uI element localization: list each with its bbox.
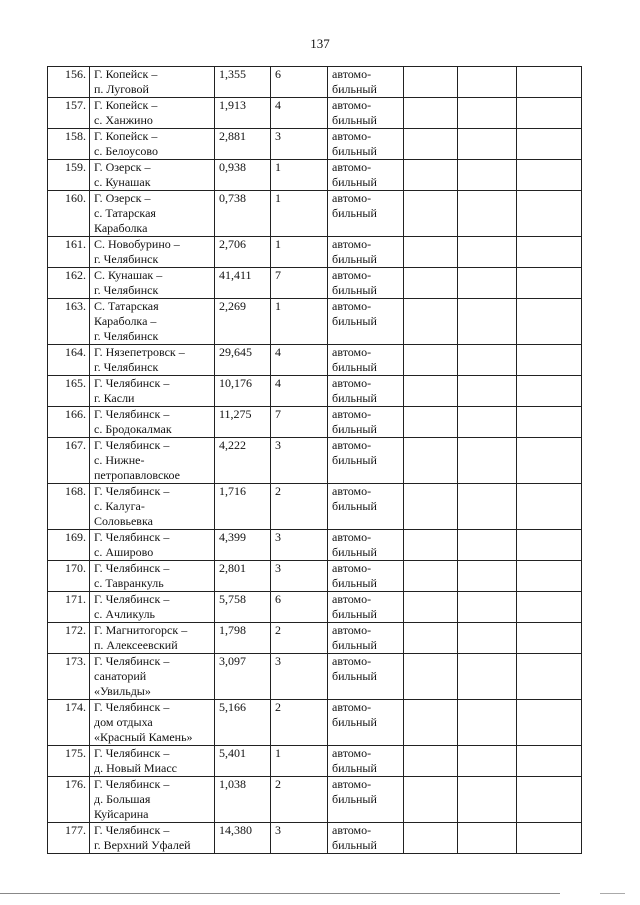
empty-cell xyxy=(458,700,517,746)
route-count-cell: 2 xyxy=(271,623,328,654)
row-number-cell: 169. xyxy=(48,530,90,561)
transport-type-cell: автомо- бильный xyxy=(328,98,404,129)
empty-cell xyxy=(458,484,517,530)
empty-cell xyxy=(404,345,458,376)
route-length-cell: 14,380 xyxy=(215,823,271,854)
row-number-cell: 163. xyxy=(48,299,90,345)
route-count-cell: 3 xyxy=(271,561,328,592)
row-number-cell: 160. xyxy=(48,191,90,237)
transport-type-cell: автомо- бильный xyxy=(328,623,404,654)
empty-cell xyxy=(404,191,458,237)
table-row xyxy=(48,438,582,484)
route-name-cell: Г. Челябинск – с. Тавранкуль xyxy=(90,561,215,592)
table-row xyxy=(48,654,582,700)
transport-type-cell: автомо- бильный xyxy=(328,268,404,299)
route-name-cell: Г. Копейск – с. Белоусово xyxy=(90,129,215,160)
route-count-cell: 3 xyxy=(271,438,328,484)
table-row xyxy=(48,592,582,623)
route-length-cell: 10,176 xyxy=(215,376,271,407)
route-length-cell: 1,038 xyxy=(215,777,271,823)
empty-cell xyxy=(517,484,582,530)
empty-cell xyxy=(458,746,517,777)
row-number-cell: 170. xyxy=(48,561,90,592)
empty-cell xyxy=(404,237,458,268)
empty-cell xyxy=(517,160,582,191)
route-length-cell: 4,222 xyxy=(215,438,271,484)
table-body xyxy=(48,67,582,854)
empty-cell xyxy=(458,268,517,299)
empty-cell xyxy=(517,623,582,654)
row-number-cell: 159. xyxy=(48,160,90,191)
row-number-cell: 172. xyxy=(48,623,90,654)
empty-cell xyxy=(404,438,458,484)
route-count-cell: 1 xyxy=(271,237,328,268)
route-count-cell: 7 xyxy=(271,407,328,438)
route-name-cell: С. Новобурино – г. Челябинск xyxy=(90,237,215,268)
empty-cell xyxy=(458,654,517,700)
empty-cell xyxy=(517,268,582,299)
row-number-cell: 166. xyxy=(48,407,90,438)
transport-type-cell: автомо- бильный xyxy=(328,530,404,561)
empty-cell xyxy=(404,160,458,191)
route-count-cell: 3 xyxy=(271,823,328,854)
empty-cell xyxy=(404,67,458,98)
empty-cell xyxy=(458,623,517,654)
routes-table xyxy=(47,66,582,854)
route-name-cell: Г. Озерск – с. Татарская Караболка xyxy=(90,191,215,237)
table-row xyxy=(48,268,582,299)
empty-cell xyxy=(517,407,582,438)
empty-cell xyxy=(458,823,517,854)
row-number-cell: 171. xyxy=(48,592,90,623)
empty-cell xyxy=(517,237,582,268)
route-count-cell: 3 xyxy=(271,129,328,160)
footer-divider xyxy=(0,893,560,894)
empty-cell xyxy=(458,67,517,98)
empty-cell xyxy=(404,746,458,777)
empty-cell xyxy=(517,700,582,746)
row-number-cell: 173. xyxy=(48,654,90,700)
empty-cell xyxy=(458,345,517,376)
empty-cell xyxy=(458,129,517,160)
empty-cell xyxy=(517,438,582,484)
empty-cell xyxy=(404,376,458,407)
route-name-cell: Г. Челябинск – г. Касли xyxy=(90,376,215,407)
empty-cell xyxy=(404,623,458,654)
transport-type-cell: автомо- бильный xyxy=(328,299,404,345)
route-length-cell: 4,399 xyxy=(215,530,271,561)
row-number-cell: 165. xyxy=(48,376,90,407)
route-count-cell: 3 xyxy=(271,530,328,561)
route-length-cell: 0,738 xyxy=(215,191,271,237)
route-name-cell: Г. Челябинск – с. Ачликуль xyxy=(90,592,215,623)
empty-cell xyxy=(517,654,582,700)
route-name-cell: Г. Копейск – с. Ханжино xyxy=(90,98,215,129)
empty-cell xyxy=(458,98,517,129)
transport-type-cell: автомо- бильный xyxy=(328,345,404,376)
route-name-cell: Г. Челябинск – д. Большая Куйсарина xyxy=(90,777,215,823)
route-length-cell: 1,355 xyxy=(215,67,271,98)
route-length-cell: 0,938 xyxy=(215,160,271,191)
route-count-cell: 4 xyxy=(271,345,328,376)
route-count-cell: 7 xyxy=(271,268,328,299)
transport-type-cell: автомо- бильный xyxy=(328,700,404,746)
transport-type-cell: автомо- бильный xyxy=(328,376,404,407)
route-name-cell: Г. Копейск – п. Луговой xyxy=(90,67,215,98)
route-length-cell: 1,798 xyxy=(215,623,271,654)
table-row xyxy=(48,700,582,746)
empty-cell xyxy=(517,129,582,160)
route-name-cell: С. Кунашак – г. Челябинск xyxy=(90,268,215,299)
row-number-cell: 158. xyxy=(48,129,90,160)
route-count-cell: 2 xyxy=(271,700,328,746)
empty-cell xyxy=(404,530,458,561)
empty-cell xyxy=(404,561,458,592)
route-name-cell: Г. Челябинск – санаторий «Увильды» xyxy=(90,654,215,700)
empty-cell xyxy=(517,777,582,823)
route-count-cell: 2 xyxy=(271,777,328,823)
table-row xyxy=(48,746,582,777)
empty-cell xyxy=(517,67,582,98)
empty-cell xyxy=(458,376,517,407)
route-name-cell: Г. Челябинск – с. Нижне- петропавловское xyxy=(90,438,215,484)
row-number-cell: 174. xyxy=(48,700,90,746)
empty-cell xyxy=(404,129,458,160)
route-name-cell: С. Татарская Караболка – г. Челябинск xyxy=(90,299,215,345)
table-row xyxy=(48,823,582,854)
route-name-cell: Г. Челябинск – дом отдыха «Красный Камень» xyxy=(90,700,215,746)
table-row xyxy=(48,299,582,345)
empty-cell xyxy=(404,98,458,129)
empty-cell xyxy=(517,746,582,777)
route-count-cell: 1 xyxy=(271,746,328,777)
empty-cell xyxy=(517,530,582,561)
empty-cell xyxy=(458,407,517,438)
empty-cell xyxy=(404,777,458,823)
table-row xyxy=(48,777,582,823)
table-row xyxy=(48,407,582,438)
route-name-cell: Г. Челябинск – с. Аширово xyxy=(90,530,215,561)
route-count-cell: 1 xyxy=(271,191,328,237)
table-row xyxy=(48,237,582,268)
table-row xyxy=(48,345,582,376)
row-number-cell: 167. xyxy=(48,438,90,484)
route-count-cell: 1 xyxy=(271,299,328,345)
empty-cell xyxy=(517,191,582,237)
row-number-cell: 161. xyxy=(48,237,90,268)
empty-cell xyxy=(404,299,458,345)
empty-cell xyxy=(404,823,458,854)
table-row xyxy=(48,561,582,592)
empty-cell xyxy=(517,345,582,376)
transport-type-cell: автомо- бильный xyxy=(328,438,404,484)
table-row xyxy=(48,129,582,160)
route-count-cell: 4 xyxy=(271,98,328,129)
route-name-cell: Г. Челябинск – г. Верхний Уфалей xyxy=(90,823,215,854)
route-name-cell: Г. Челябинск – с. Бродокалмак xyxy=(90,407,215,438)
table-row xyxy=(48,484,582,530)
empty-cell xyxy=(458,237,517,268)
table-row xyxy=(48,98,582,129)
empty-cell xyxy=(404,700,458,746)
route-length-cell: 5,166 xyxy=(215,700,271,746)
route-length-cell: 1,913 xyxy=(215,98,271,129)
empty-cell xyxy=(517,823,582,854)
route-length-cell: 5,401 xyxy=(215,746,271,777)
route-length-cell: 2,269 xyxy=(215,299,271,345)
empty-cell xyxy=(404,407,458,438)
empty-cell xyxy=(404,654,458,700)
route-length-cell: 29,645 xyxy=(215,345,271,376)
row-number-cell: 176. xyxy=(48,777,90,823)
row-number-cell: 157. xyxy=(48,98,90,129)
row-number-cell: 162. xyxy=(48,268,90,299)
transport-type-cell: автомо- бильный xyxy=(328,823,404,854)
transport-type-cell: автомо- бильный xyxy=(328,561,404,592)
empty-cell xyxy=(517,592,582,623)
empty-cell xyxy=(404,484,458,530)
transport-type-cell: автомо- бильный xyxy=(328,129,404,160)
empty-cell xyxy=(458,299,517,345)
route-length-cell: 5,758 xyxy=(215,592,271,623)
transport-type-cell: автомо- бильный xyxy=(328,237,404,268)
empty-cell xyxy=(517,376,582,407)
route-length-cell: 2,881 xyxy=(215,129,271,160)
route-count-cell: 2 xyxy=(271,484,328,530)
transport-type-cell: автомо- бильный xyxy=(328,777,404,823)
route-name-cell: Г. Челябинск – д. Новый Миасс xyxy=(90,746,215,777)
empty-cell xyxy=(458,777,517,823)
row-number-cell: 168. xyxy=(48,484,90,530)
page-number: 137 xyxy=(310,36,330,51)
transport-type-cell: автомо- бильный xyxy=(328,746,404,777)
route-count-cell: 6 xyxy=(271,592,328,623)
table-row xyxy=(48,160,582,191)
table-row xyxy=(48,376,582,407)
empty-cell xyxy=(458,530,517,561)
empty-cell xyxy=(458,438,517,484)
row-number-cell: 175. xyxy=(48,746,90,777)
route-count-cell: 3 xyxy=(271,654,328,700)
empty-cell xyxy=(404,268,458,299)
row-number-cell: 177. xyxy=(48,823,90,854)
route-length-cell: 41,411 xyxy=(215,268,271,299)
transport-type-cell: автомо- бильный xyxy=(328,484,404,530)
transport-type-cell: автомо- бильный xyxy=(328,67,404,98)
route-name-cell: Г. Озерск – с. Кунашак xyxy=(90,160,215,191)
transport-type-cell: автомо- бильный xyxy=(328,191,404,237)
route-count-cell: 4 xyxy=(271,376,328,407)
row-number-cell: 156. xyxy=(48,67,90,98)
transport-type-cell: автомо- бильный xyxy=(328,407,404,438)
transport-type-cell: автомо- бильный xyxy=(328,592,404,623)
table-row xyxy=(48,67,582,98)
table-row xyxy=(48,530,582,561)
route-length-cell: 11,275 xyxy=(215,407,271,438)
route-count-cell: 1 xyxy=(271,160,328,191)
route-length-cell: 3,097 xyxy=(215,654,271,700)
row-number-cell: 164. xyxy=(48,345,90,376)
empty-cell xyxy=(458,592,517,623)
empty-cell xyxy=(458,561,517,592)
empty-cell xyxy=(517,561,582,592)
empty-cell xyxy=(517,98,582,129)
route-count-cell: 6 xyxy=(271,67,328,98)
transport-type-cell: автомо- бильный xyxy=(328,654,404,700)
route-name-cell: Г. Магнитогорск – п. Алексеевский xyxy=(90,623,215,654)
route-length-cell: 2,801 xyxy=(215,561,271,592)
empty-cell xyxy=(458,160,517,191)
footer-divider-right xyxy=(600,893,625,894)
table-row xyxy=(48,623,582,654)
route-length-cell: 1,716 xyxy=(215,484,271,530)
route-name-cell: Г. Нязепетровск – г. Челябинск xyxy=(90,345,215,376)
route-length-cell: 2,706 xyxy=(215,237,271,268)
transport-type-cell: автомо- бильный xyxy=(328,160,404,191)
empty-cell xyxy=(458,191,517,237)
empty-cell xyxy=(404,592,458,623)
route-name-cell: Г. Челябинск – с. Калуга- Соловьевка xyxy=(90,484,215,530)
empty-cell xyxy=(517,299,582,345)
table-row xyxy=(48,191,582,237)
